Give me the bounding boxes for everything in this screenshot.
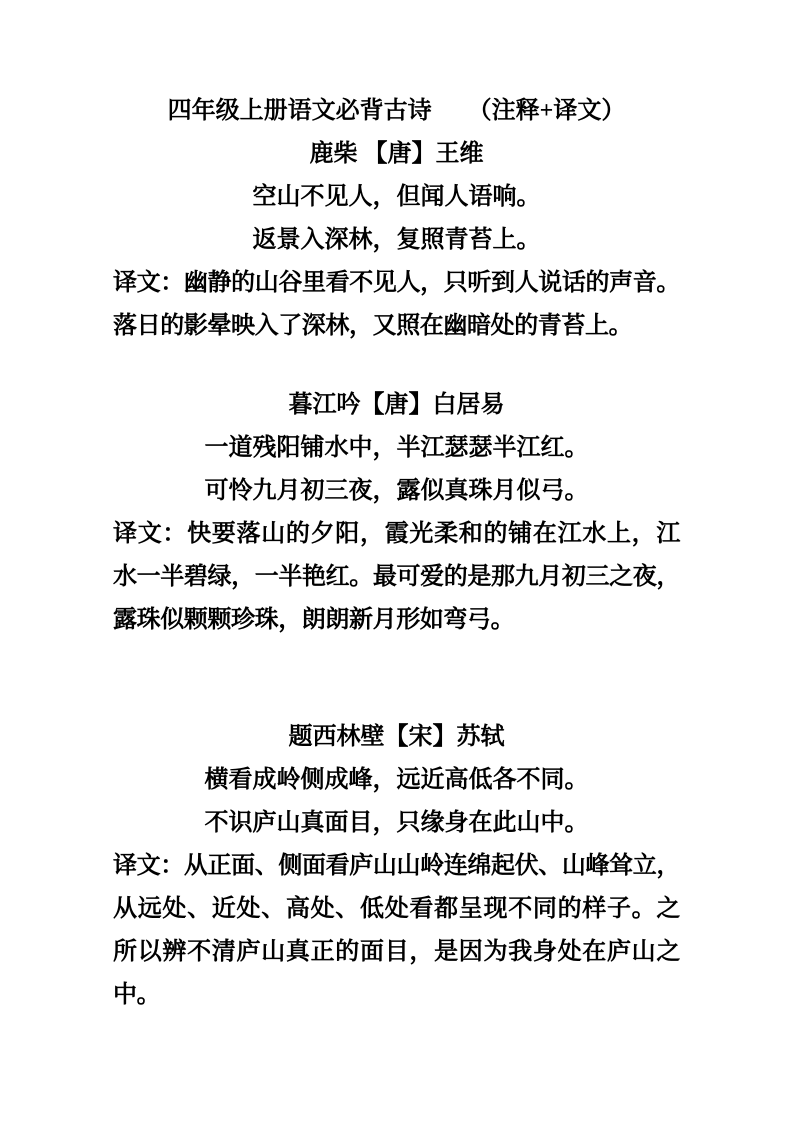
verse-line: 返景入深林，复照青苔上。 — [252, 227, 541, 253]
translation-line: 译文：快要落山的夕阳，霞光柔和的铺在江水上，江 — [113, 521, 680, 547]
verse-line: 横看成岭侧成峰，远近高低各不同。 — [204, 767, 589, 793]
poem-translation — [113, 845, 680, 1017]
translation-line: 译文：从正面、侧面看庐山山岭连绵起伏、山峰耸立， — [113, 853, 680, 879]
poem-section-luchai — [113, 133, 680, 348]
translation-line: 露珠似颗颗珍珠，朗朗新月形如弯弓。 — [113, 607, 515, 633]
poem-section-tixilinbi — [113, 716, 680, 1017]
translation-line: 所以辨不清庐山真正的面目，是因为我身处在庐山之 — [113, 939, 680, 965]
verse-line: 可怜九月初三夜，露似真珠月似弓。 — [204, 478, 589, 504]
translation-line: 落日的影晕映入了深林，又照在幽暗处的青苔上。 — [113, 313, 633, 339]
verse-line: 空山不见人，但闻人语响。 — [252, 184, 541, 210]
poem-translation — [113, 513, 680, 642]
page-title: 四年级上册语文必背古诗 （注释+译文） — [167, 98, 626, 124]
poem-title: 题西林壁【宋】苏轼 — [288, 724, 505, 750]
verse-line: 不识庐山真面目，只缘身在此山中。 — [204, 810, 589, 836]
poem-section-mujiangyin — [113, 384, 680, 642]
poem-title: 暮江吟【唐】白居易 — [288, 392, 505, 418]
poem-title: 鹿柴 【唐】王维 — [309, 141, 484, 167]
translation-line: 译文：幽静的山谷里看不见人，只听到人说话的声音。 — [113, 270, 680, 296]
translation-line: 从远处、近处、高处、低处看都呈现不同的样子。之 — [113, 896, 680, 922]
verse-line: 一道残阳铺水中，半江瑟瑟半江红。 — [204, 435, 589, 461]
translation-line: 中。 — [113, 982, 161, 1008]
poem-translation — [113, 262, 680, 348]
translation-line: 水一半碧绿，一半艳红。最可爱的是那九月初三之夜， — [113, 564, 680, 590]
